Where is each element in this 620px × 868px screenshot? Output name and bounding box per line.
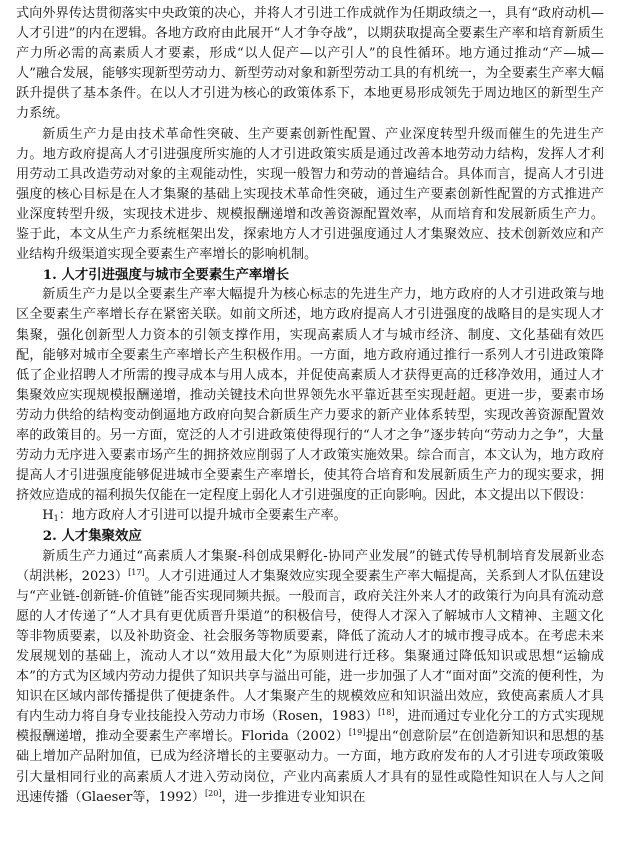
paragraph-talent-agglomeration	[16, 547, 604, 808]
citation-ref: [20]	[205, 788, 222, 798]
citation-ref: [17]	[128, 567, 145, 577]
paragraph-tfp-growth: 新质生产力是以全要素生产率大幅提升为核心标志的先进生产力，地方政府的人才引进政策与地区全要素生产率增长存在紧密关联。如前文所述，地方政府提高人才引进强度的战略目的是实现人才集聚，强化创新型人力资本的引领支撑作用，实现高素质人才与城市经济、制度、文化基础有效匹配，能够对城市全要素生产率增长产生积极作用。一方面，地方政府通过推行一系列人才引进政策降低了企业招聘人才所需的搜寻成本与用人成本，并促使高素质人才获得更高的迁移净效用，通过人才集聚效应实现规模报酬递增，推动关键技术向世界领先水平靠近甚至实现赶超。更进一步，要素市场劳动力供给的结构变动倒逼地方政府向契合新质生产力要求的新产业体系转型，实现改善资源配置效率的政策目的。另一方面，宽泛的人才引进政策使得现行的“人才之争”逐步转向“劳动力之争”，大量劳动力无序进入要素市场产生的拥挤效应削弱了人才政策实施效果。综合而言，本文认为，地方政府提高人才引进强度能够促进城市全要素生产率增长，使其符合培育和发展新质生产力的现实要求，拥挤效应造成的福利损失仅能在一定程度上弱化人才引进强度的正向影响。因此，本文提出以下假设：	[16, 287, 604, 504]
hypothesis-h1	[16, 506, 604, 526]
section-heading-1: 1. 人才引进强度与城市全要素生产率增长	[42, 267, 290, 284]
hypothesis-subscript: 1	[53, 514, 59, 524]
text-run: 提出“创意阶层”在创造新知识和思想的基础上增加产品附加值，已成为经济增长的主要驱动力。一方面，地方政府发布的人才引进专项政策吸引大量相同行业的高素质人才进入劳动岗位，产业内高素质人才具有的显性或隐性知识在人与人之间迅速传播（Glaeser等，1992）	[16, 729, 604, 805]
citation-ref: [18]	[378, 708, 395, 718]
text-run: 。人才引进通过人才集聚效应实现全要素生产率大幅提高，关系到人才队伍建设与“产业链-创新链-价值链”能否实现同频共振。一般而言，政府关注外来人才的政策行为向具有流动意愿的人才传递了“人才具有更优质晋升渠道”的积极信号，使得人才深入了解城市人文精神、主题文化等非物质要素，以及补助资金、社会服务等物质要素，降低了流动人才的城市搜寻成本。在考虑未来发展规划的基础上，流动人才以“效用最大化”为原则进行迁移。集聚通过降低知识或思想“运输成本”的方式为区域内劳动力提供了知识共享与溢出可能，进一步加强了人才“面对面”交流的便利性，为知识在区域内部传播提供了便捷条件。人才集聚产生的规模效应和知识溢出效应，致使高素质人才具有内生动力将自身专业技能投入劳动力市场（Rosen，1983）	[16, 568, 604, 725]
paragraph-intro-continued: 式向外界传达贯彻落实中央政策的决心，并将人才引进工作成就作为任期政绩之一，具有“政府动机—人才引进”的内在逻辑。各地方政府由此展开“人才争夺战”，以期获取提高全要素生产率和培育新质生产力所必需的高素质人才要素，形成“以人促产—以产引人”的良性循环。地方通过推动“产—城—人”融合发展，能够实现新型劳动力、新型劳动对象和新型劳动工具的有机统一，为全要素生产率大幅跃升提供了基本条件。在以人才引进为核心的政策体系下，本地更易形成领先于周边地区的新型生产力系统。	[16, 6, 604, 122]
section-heading-2: 2. 人才集聚效应	[42, 528, 142, 545]
text-run: ，进一步推进专业知识在	[221, 789, 366, 805]
text-run: ，进而通过专业化分工的方式实现规模报酬递增，推动全要素生产率增长。Florida（2002）	[16, 709, 605, 745]
text-run: 新质生产力通过“高素质人才集聚-科创成果孵化-协同产业发展”的链式传导机制培育发展新业态（胡洪彬，2023）	[16, 548, 604, 584]
citation-ref: [19]	[348, 728, 366, 738]
hypothesis-text: ：地方政府人才引进可以提升城市全要素生产率。	[58, 508, 347, 524]
paragraph-new-productivity: 新质生产力是由技术革命性突破、生产要素创新性配置、产业深度转型升级而催生的先进生产力。地方政府提高人才引进强度所实施的人才引进政策实质是通过改善本地劳动力结构，发挥人才利用劳动工具改造劳动对象的主观能动性，实现一般智力和劳动的普遍结合。具体而言，提高人才引进强度的核心目标是在人才集聚的基础上实现技术革命性突破，通过生产要素创新性配置的方式推进产业深度转型升级，实现技术进步、规模报酬递增和改善资源配置效率，从而培育和发展新质生产力。鉴于此，本文从生产力系统框架出发，探索地方人才引进强度通过人才集聚效应、技术创新效应和产业结构升级渠道实现全要素生产率增长的影响机制。	[16, 126, 604, 263]
hypothesis-label: H	[42, 508, 54, 524]
